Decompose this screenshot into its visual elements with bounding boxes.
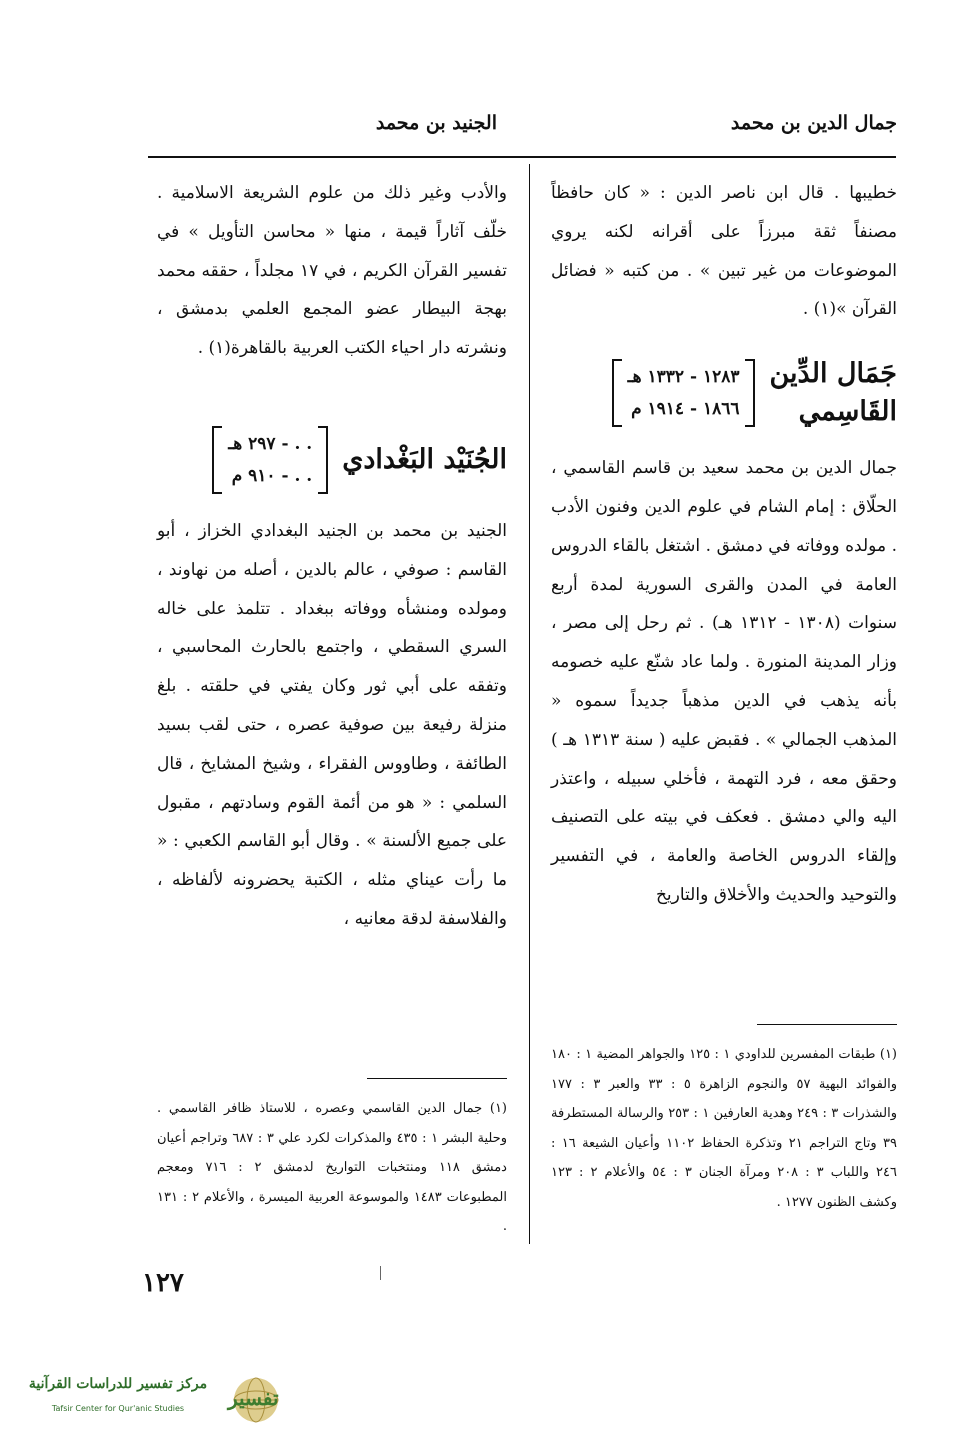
- entry-heading-qasimi: [551, 355, 897, 431]
- footnote-left: (١) جمال الدين القاسمي وعصره ، للاستاذ ظافر القاسمي . وحلية البشر ١ : ٤٣٥ والمذكرات لكرد علي ٣ : ٦٨٧ وتراجم أعيان دمشق ١١٨ ومنتخبات التواريخ لدمشق ٢ : ٧١٦ ومعجم المطبوعات ١٤٨٣ والموسوعة العربية الميسرة ، والأعلام ٢ : ١٣١ .: [157, 1101, 507, 1234]
- entry-name: [769, 355, 897, 431]
- left-intro-paragraph: والأدب وغير ذلك من علوم الشريعة الاسلامية . خلّف آثاراً قيمة ، منها « محاسن التأويل » في تفسير القرآن الكريم ، في ١٧ مجلداً ، حققه محمد بهجة البيطار عضو المجمع العلمي بدمشق ، ونشرته دار احياء الكتب العربية بالقاهرة(١) .: [157, 183, 507, 359]
- entry-name-line1: جَمَال الدِّين: [769, 358, 897, 390]
- header-rule: [148, 156, 896, 158]
- dates-gregorian: ١٨٦٦ - ١٩١٤ م: [631, 399, 740, 420]
- footnote-rule-right: [757, 1024, 897, 1025]
- logo-arabic-text: مركز تفسير للدراسات القرآنية: [28, 1376, 208, 1392]
- publisher-logo: [18, 1372, 288, 1428]
- logo-english-text: Tafsir Center for Qur'anic Studies: [51, 1404, 185, 1413]
- logo-brand-text: تفسير: [228, 1386, 279, 1410]
- dates-hijri: ١٢٨٣ - ١٣٣٢ هـ: [627, 367, 740, 388]
- entry-name: الجُنَيْد البَغْدادي: [342, 443, 507, 475]
- right-intro-paragraph: خطيبها . قال ابن ناصر الدين : « كان حافظاً مصنفاً ثقة مبرزاً على أقرانه لكنه يروي الموضوعات من غير تبين » . من كتبه « فضائل القرآن »(١) .: [551, 183, 897, 320]
- running-head-left: الجنيد بن محمد: [375, 112, 497, 134]
- dates-hijri: . . - ٢٩٧ هـ: [228, 433, 313, 454]
- right-body-paragraph: جمال الدين بن محمد سعيد بن قاسم القاسمي ، الحلّاق : إمام الشام في علوم الدين وفنون الأدب . مولده ووفاته في دمشق . اشتغل بالقاء الدروس العامة في المدن والقرى السورية لمدة أربع سنوات (١٣٠٨ - ١٣١٢ هـ) . ثم رحل إلى مصر ، وزار المدينة المنورة . ولما عاد شنّع عليه خصومه بأنه يذهب في الدين مذهباً جديداً سموه « المذهب الجمالي » . فقبض عليه ( سنة ١٣١٣ هـ ) وحقق معه ، فرد التهمة ، فأخلي سبيله ، واعتذر اليه والي دمشق . فعكف في بيته على التصنيف وإلقاء الدروس الخاصة والعامة ، في التفسير والتوحيد والحديث والأخلاق والتاريخ: [551, 458, 898, 905]
- gutter-tick: [380, 1266, 381, 1280]
- entry-dates: [612, 359, 756, 427]
- running-head-right: جمال الدين بن محمد: [730, 112, 897, 134]
- column-divider: [529, 164, 530, 1244]
- entry-dates: [212, 426, 328, 494]
- left-column: [157, 174, 507, 939]
- footnote-right: (١) طبقات المفسرين للداودي ١ : ١٢٥ والجواهر المضية ١ : ١٨٠ والفوائد البهية ٥٧ والنجوم الزاهرة ٥ : ٣٣ والعبر ٣ : ١٧٧ والشذرات ٣ : ٢٤٩ وهدية العارفين ١ : ٢٥٣ والرسالة المستطرفة ٣٩ وتاج التراجم ٢١ وتذكرة الحفاظ ١١٠٢ وأعيان الشيعة ١٦ : ٢٤٦ واللباب ٣ : ٢٠٨ ومرآة الجنان ٣ : ٥٤ والأعلام ٢ : ١٢٣ وكشف الظنون ١٢٧٧ .: [551, 1047, 898, 1210]
- entry-heading-junayd: [157, 426, 507, 494]
- right-column: [551, 174, 897, 915]
- left-body-paragraph: الجنيد بن محمد بن الجنيد البغدادي الخزاز ، أبو القاسم : صوفي ، عالم بالدين ، أصله من نهاوند ، ومولده ومنشأه ووفاته ببغداد . تتلمذ على خاله السري السقطي ، واجتمع بالحارث المحاسبي ، وتفقه على أبي ثور وكان يفتي في حلقته . بلغ منزلة رفيعة بين صوفية عصره ، حتى لقب بسيد الطائفة ، وطاووس الفقراء ، وشيخ المشايخ ، قال السلمي : « هو من أئمة القوم وسادتهم ، مقبول على جميع الألسنة » . وقال أبو القاسم الكعبي : « ما رأت عيناي مثله ، الكتبة يحضرونه لألفاظه ، والفلاسفة لدقة معانيه ،: [157, 520, 507, 929]
- page-number: ١٢٧: [142, 1268, 184, 1298]
- dates-gregorian: . . - ٩١٠ م: [231, 465, 313, 486]
- entry-name-line2: القَاسِمي: [798, 396, 897, 428]
- footnote-rule-left: [367, 1078, 507, 1079]
